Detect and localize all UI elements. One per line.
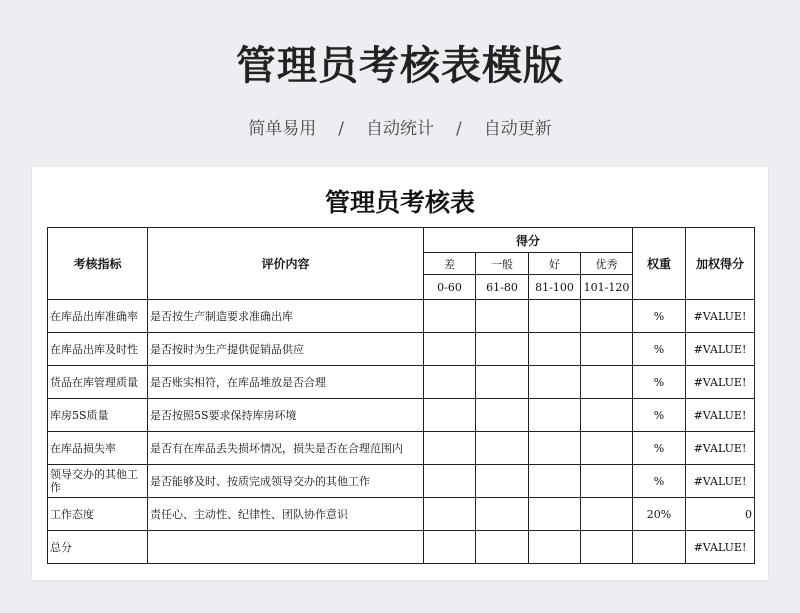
indicator-cell[interactable]: 货品在库管理质量 <box>48 366 148 399</box>
header-content: 评价内容 <box>148 228 424 300</box>
score-cell[interactable] <box>581 366 633 399</box>
page-title: 管理员考核表模版 <box>236 43 564 89</box>
tag-separator: / <box>338 119 344 139</box>
grade-label: 好 <box>529 253 581 275</box>
score-cell[interactable] <box>424 333 476 366</box>
weighted-cell[interactable]: #VALUE! <box>686 399 755 432</box>
indicator-cell[interactable]: 在库品出库准确率 <box>48 300 148 333</box>
header-weighted: 加权得分 <box>686 228 755 300</box>
content-cell[interactable] <box>148 531 424 564</box>
header-row <box>48 228 755 253</box>
content-cell[interactable]: 是否按生产制造要求准确出库 <box>148 300 424 333</box>
weighted-cell[interactable]: #VALUE! <box>686 366 755 399</box>
weighted-cell[interactable]: #VALUE! <box>686 300 755 333</box>
score-cell[interactable] <box>581 432 633 465</box>
score-cell[interactable] <box>424 531 476 564</box>
weight-cell[interactable]: % <box>633 465 686 498</box>
score-cell[interactable] <box>581 300 633 333</box>
content-cell[interactable]: 是否按时为生产提供促销品供应 <box>148 333 424 366</box>
score-cell[interactable] <box>424 366 476 399</box>
weight-cell[interactable]: % <box>633 366 686 399</box>
weighted-cell[interactable]: #VALUE! <box>686 432 755 465</box>
table-row <box>48 300 755 333</box>
score-cell[interactable] <box>581 498 633 531</box>
score-cell[interactable] <box>476 366 529 399</box>
score-cell[interactable] <box>529 399 581 432</box>
total-weighted-cell[interactable]: #VALUE! <box>686 531 755 564</box>
grade-range: 61-80 <box>476 275 529 300</box>
score-cell[interactable] <box>529 366 581 399</box>
score-cell[interactable] <box>529 498 581 531</box>
weight-cell[interactable]: 20% <box>633 498 686 531</box>
grade-label: 一般 <box>476 253 529 275</box>
score-cell[interactable] <box>476 432 529 465</box>
weight-cell[interactable]: % <box>633 399 686 432</box>
weight-cell[interactable]: % <box>633 333 686 366</box>
score-cell[interactable] <box>529 531 581 564</box>
grade-range: 101-120 <box>581 275 633 300</box>
score-cell[interactable] <box>529 432 581 465</box>
indicator-cell[interactable]: 在库品损失率 <box>48 432 148 465</box>
table-row <box>48 498 755 531</box>
grade-label: 优秀 <box>581 253 633 275</box>
table-row <box>48 333 755 366</box>
table-row <box>48 465 755 498</box>
content-cell[interactable]: 是否能够及时、按质完成领导交办的其他工作 <box>148 465 424 498</box>
content-cell[interactable]: 是否按照5S要求保持库房环境 <box>148 399 424 432</box>
tag-auto-update: 自动更新 <box>483 119 552 139</box>
grade-range: 81-100 <box>529 275 581 300</box>
weight-cell[interactable]: % <box>633 432 686 465</box>
tag-easy: 简单易用 <box>248 119 317 139</box>
weighted-cell[interactable]: 0 <box>686 498 755 531</box>
weight-cell[interactable] <box>633 531 686 564</box>
table-row <box>48 366 755 399</box>
score-cell[interactable] <box>581 465 633 498</box>
score-cell[interactable] <box>581 531 633 564</box>
indicator-cell[interactable]: 在库品出库及时性 <box>48 333 148 366</box>
score-cell[interactable] <box>424 300 476 333</box>
indicator-cell[interactable]: 工作态度 <box>48 498 148 531</box>
assessment-table <box>47 227 755 564</box>
feature-tags <box>0 114 800 139</box>
score-cell[interactable] <box>581 399 633 432</box>
indicator-cell[interactable]: 领导交办的其他工作 <box>48 465 148 498</box>
score-cell[interactable] <box>529 300 581 333</box>
sheet-title: 管理员考核表 <box>324 188 475 217</box>
score-cell[interactable] <box>529 333 581 366</box>
score-cell[interactable] <box>476 498 529 531</box>
score-cell[interactable] <box>424 498 476 531</box>
score-cell[interactable] <box>476 333 529 366</box>
score-cell[interactable] <box>581 333 633 366</box>
tag-separator: / <box>456 119 462 139</box>
content-cell[interactable]: 是否有在库品丢失损坏情况，损失是否在合理范围内 <box>148 432 424 465</box>
header-score: 得分 <box>424 228 633 253</box>
weighted-cell[interactable]: #VALUE! <box>686 333 755 366</box>
grade-range: 0-60 <box>424 275 476 300</box>
total-row <box>48 531 755 564</box>
header-indicator: 考核指标 <box>48 228 148 300</box>
weight-cell[interactable]: % <box>633 300 686 333</box>
score-cell[interactable] <box>476 300 529 333</box>
indicator-cell[interactable]: 库房5S质量 <box>48 399 148 432</box>
content-cell[interactable]: 责任心、主动性、纪律性、团队协作意识 <box>148 498 424 531</box>
content-cell[interactable]: 是否账实相符，在库品堆放是否合理 <box>148 366 424 399</box>
score-cell[interactable] <box>476 531 529 564</box>
score-cell[interactable] <box>424 432 476 465</box>
score-cell[interactable] <box>476 465 529 498</box>
score-cell[interactable] <box>476 399 529 432</box>
tag-auto-stat: 自动统计 <box>366 119 434 139</box>
grade-label: 差 <box>424 253 476 275</box>
header-weight: 权重 <box>633 228 686 300</box>
score-cell[interactable] <box>529 465 581 498</box>
score-cell[interactable] <box>424 465 476 498</box>
total-label[interactable]: 总分 <box>48 531 148 564</box>
spreadsheet-preview <box>32 167 768 580</box>
table-row <box>48 399 755 432</box>
weighted-cell[interactable]: #VALUE! <box>686 465 755 498</box>
score-cell[interactable] <box>424 399 476 432</box>
table-row <box>48 432 755 465</box>
